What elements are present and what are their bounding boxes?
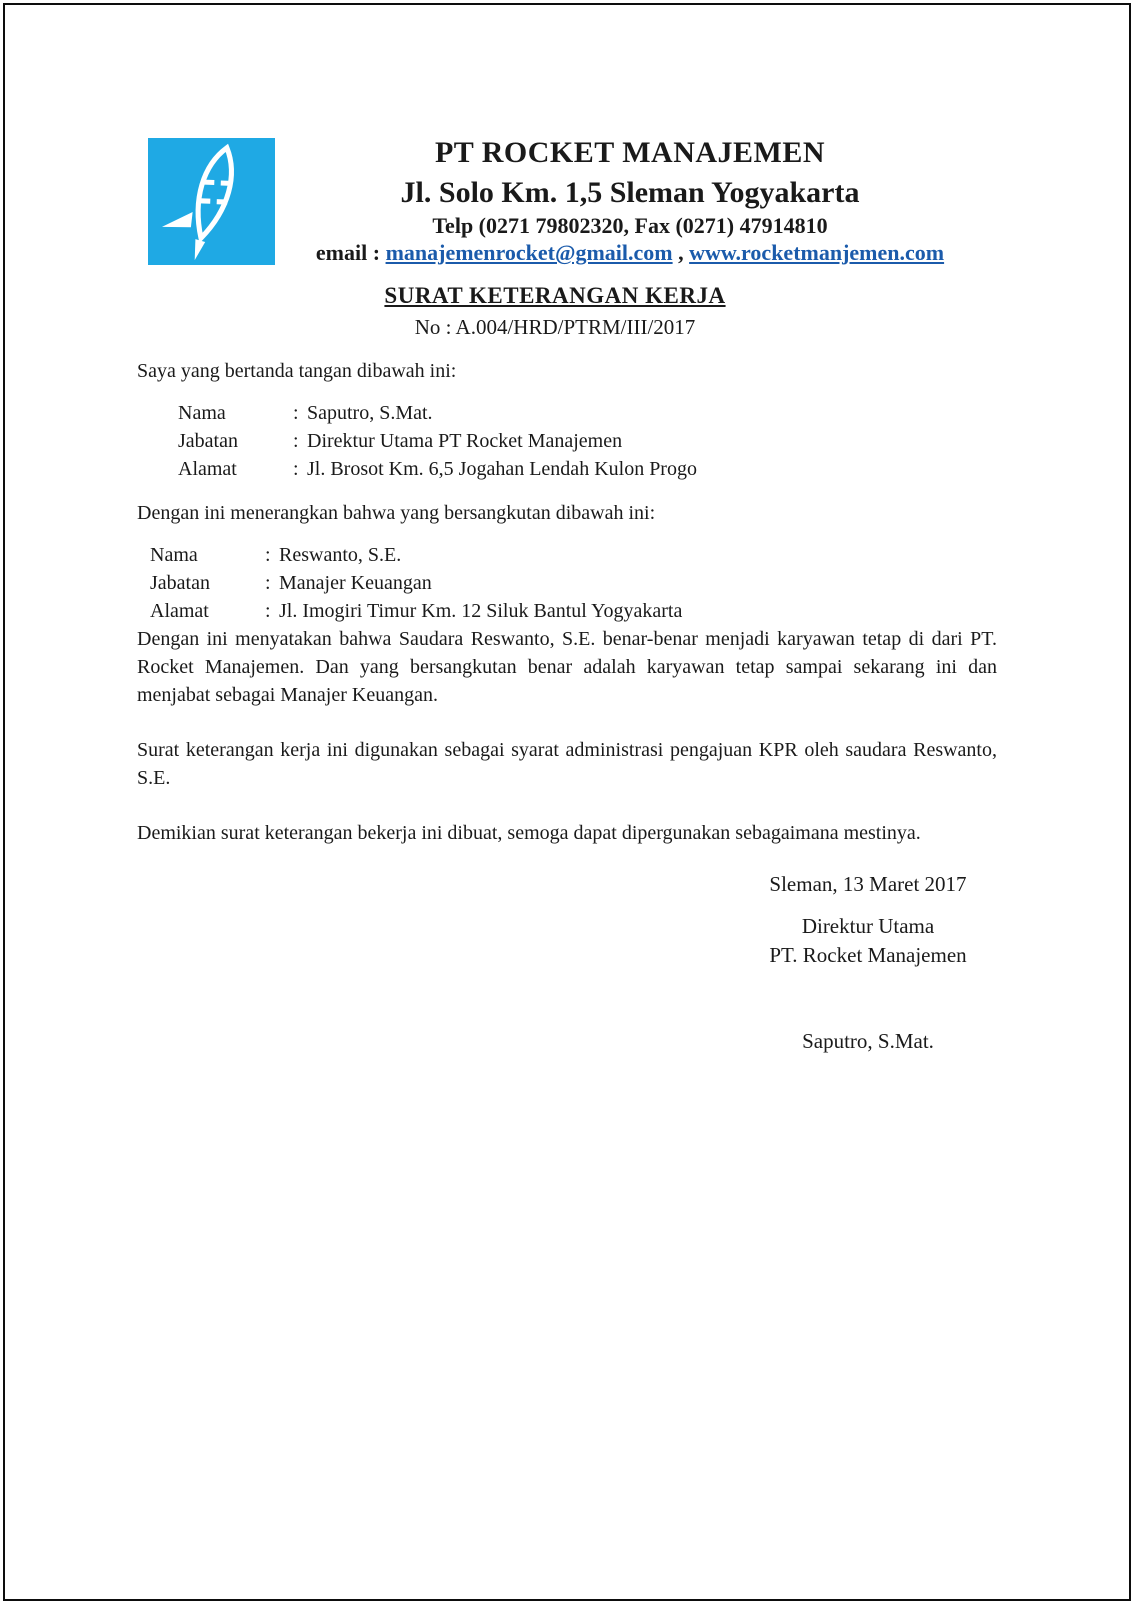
row-colon: : — [265, 600, 271, 622]
signer-details — [137, 399, 997, 483]
document-title-block — [120, 283, 990, 340]
link-separator: , — [678, 240, 684, 266]
row-value: Reswanto, S.E. — [279, 544, 402, 566]
row-value: Saputro, S.Mat. — [307, 402, 433, 424]
row-colon: : — [265, 572, 271, 594]
row-label: Nama — [178, 402, 226, 424]
email-label: email : — [315, 240, 381, 266]
detail-row — [178, 427, 997, 455]
row-label: Alamat — [178, 458, 237, 480]
purpose-paragraph: Surat keterangan kerja ini digunakan sebagai syarat administrasi pengajuan KPR oleh saudara Reswanto, S.E. — [137, 739, 997, 789]
company-name: PT ROCKET MANAJEMEN — [434, 136, 826, 169]
detail-row — [178, 399, 997, 427]
row-colon: : — [293, 458, 299, 480]
row-value: Jl. Brosot Km. 6,5 Jogahan Lendah Kulon Progo — [307, 458, 697, 480]
intro-line: Saya yang bertanda tangan dibawah ini: — [137, 360, 457, 382]
statement-intro-line: Dengan ini menerangkan bahwa yang bersangkutan dibawah ini: — [137, 502, 656, 524]
detail-row — [150, 569, 997, 597]
row-colon: : — [265, 544, 271, 566]
letter-body — [137, 357, 997, 847]
document-title: SURAT KETERANGAN KERJA — [384, 283, 726, 308]
signer-name: Saputro, S.Mat. — [802, 1029, 934, 1053]
row-value: Direktur Utama PT Rocket Manajemen — [307, 430, 623, 452]
rocket-icon — [148, 133, 275, 270]
employee-details — [137, 541, 997, 625]
statement-paragraph: Dengan ini menyatakan bahwa Saudara Reswanto, S.E. benar-benar menjadi karyawan tetap di dari PT. Rocket Manajemen. Dan yang bersangkutan benar adalah karyawan tetap sampai sekarang ini dan menjabat sebagai Manajer Keuangan. — [137, 628, 997, 706]
signature-place-date: Sleman, 13 Maret 2017 — [769, 872, 967, 896]
row-value: Manajer Keuangan — [279, 572, 432, 594]
letterhead — [280, 136, 980, 266]
row-value: Jl. Imogiri Timur Km. 12 Siluk Bantul Yogyakarta — [279, 600, 683, 622]
detail-row — [178, 455, 997, 483]
signature-space — [735, 970, 1001, 1027]
row-label: Jabatan — [150, 572, 210, 594]
company-address: Jl. Solo Km. 1,5 Sleman Yogyakarta — [400, 175, 860, 209]
email-link[interactable]: manajemenrocket@gmail.com — [385, 240, 673, 266]
website-link[interactable]: www.rocketmanjemen.com — [689, 240, 945, 266]
row-label: Jabatan — [178, 430, 238, 452]
document-number: No : A.004/HRD/PTRM/III/2017 — [414, 315, 696, 339]
signer-role-line1: Direktur Utama — [801, 914, 935, 938]
row-colon: : — [293, 430, 299, 452]
row-label: Nama — [150, 544, 198, 566]
detail-row — [150, 541, 997, 569]
row-label: Alamat — [150, 600, 209, 622]
signer-role-line2: PT. Rocket Manajemen — [769, 943, 967, 967]
company-contact-line — [280, 240, 980, 265]
company-phone-fax: Telp (0271 79802320, Fax (0271) 47914810 — [432, 213, 828, 238]
closing-paragraph: Demikian surat keterangan bekerja ini dibuat, semoga dapat dipergunakan sebagaimana mestinya. — [137, 822, 921, 844]
row-colon: : — [293, 402, 299, 424]
detail-row — [150, 597, 997, 625]
signature-block — [735, 870, 1001, 1056]
company-logo — [148, 133, 275, 270]
